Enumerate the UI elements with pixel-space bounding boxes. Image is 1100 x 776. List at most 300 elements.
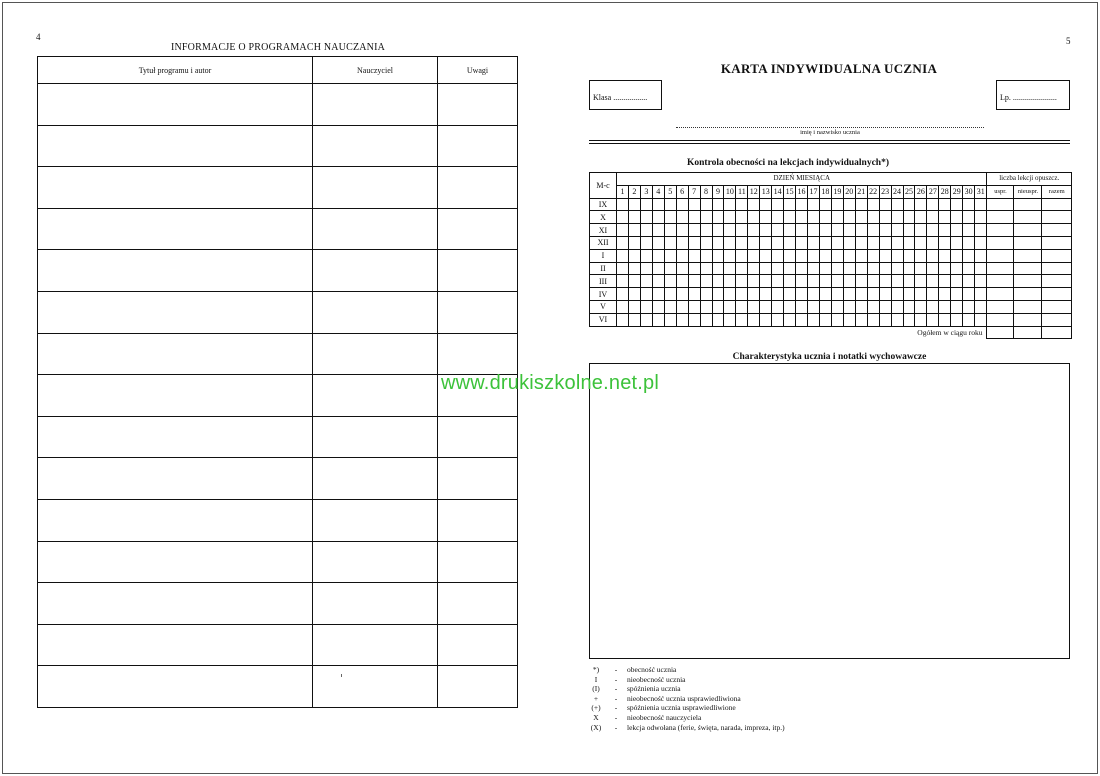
attendance-cell[interactable] [975,249,987,262]
attendance-cell[interactable] [831,300,843,313]
attendance-cell[interactable] [676,300,688,313]
attendance-cell[interactable] [879,288,891,301]
attendance-cell[interactable] [927,211,939,224]
attendance-cell[interactable] [915,288,927,301]
attendance-cell[interactable] [772,313,784,326]
attendance-cell[interactable] [808,313,820,326]
attendance-cell[interactable] [951,211,963,224]
attendance-cell[interactable] [855,288,867,301]
attendance-cell[interactable] [831,224,843,237]
attendance-cell[interactable] [628,198,640,211]
attendance-cell[interactable] [760,236,772,249]
attendance-cell[interactable] [891,236,903,249]
attendance-cell[interactable] [640,198,652,211]
attendance-cell[interactable] [676,236,688,249]
attendance-cell[interactable] [712,262,724,275]
attendance-cell[interactable] [808,300,820,313]
attendance-cell[interactable] [843,262,855,275]
attendance-cell[interactable] [808,224,820,237]
attendance-cell[interactable] [628,236,640,249]
attendance-cell[interactable] [688,300,700,313]
attendance-cell[interactable] [784,262,796,275]
teacher-cell[interactable] [313,458,438,500]
attendance-cell[interactable] [617,249,629,262]
attendance-cell[interactable] [652,249,664,262]
attendance-cell[interactable] [700,288,712,301]
attendance-cell[interactable] [891,275,903,288]
attendance-cell[interactable] [843,198,855,211]
attendance-cell[interactable] [784,236,796,249]
attendance-cell[interactable] [963,211,975,224]
attendance-cell[interactable] [748,198,760,211]
attendance-cell[interactable] [652,275,664,288]
attendance-cell[interactable] [652,288,664,301]
attendance-cell[interactable] [831,313,843,326]
attendance-cell[interactable] [712,275,724,288]
attendance-cell[interactable] [772,288,784,301]
attendance-cell[interactable] [772,275,784,288]
attendance-cell[interactable] [628,249,640,262]
attendance-cell[interactable] [784,198,796,211]
attendance-cell[interactable] [724,198,736,211]
attendance-cell[interactable] [688,288,700,301]
attendance-cell[interactable] [808,288,820,301]
missed-count-cell[interactable] [987,224,1014,237]
attendance-cell[interactable] [831,211,843,224]
attendance-cell[interactable] [879,211,891,224]
attendance-cell[interactable] [724,275,736,288]
attendance-cell[interactable] [963,198,975,211]
attendance-cell[interactable] [891,300,903,313]
attendance-cell[interactable] [784,313,796,326]
missed-count-cell[interactable] [1014,288,1042,301]
attendance-cell[interactable] [819,236,831,249]
attendance-cell[interactable] [939,249,951,262]
attendance-cell[interactable] [748,224,760,237]
attendance-cell[interactable] [808,249,820,262]
attendance-cell[interactable] [855,313,867,326]
attendance-cell[interactable] [664,236,676,249]
title-author-cell[interactable] [38,84,313,126]
attendance-cell[interactable] [652,300,664,313]
attendance-cell[interactable] [796,249,808,262]
missed-count-cell[interactable] [987,288,1014,301]
attendance-cell[interactable] [796,224,808,237]
attendance-cell[interactable] [951,236,963,249]
notes-cell[interactable] [438,624,518,666]
attendance-cell[interactable] [617,313,629,326]
attendance-cell[interactable] [939,224,951,237]
attendance-cell[interactable] [700,236,712,249]
attendance-cell[interactable] [879,300,891,313]
attendance-cell[interactable] [617,211,629,224]
attendance-cell[interactable] [891,249,903,262]
missed-count-cell[interactable] [1042,288,1072,301]
attendance-cell[interactable] [975,313,987,326]
attendance-cell[interactable] [951,313,963,326]
attendance-cell[interactable] [760,249,772,262]
attendance-cell[interactable] [724,313,736,326]
teacher-cell[interactable] [313,84,438,126]
teacher-cell[interactable] [313,666,438,708]
attendance-cell[interactable] [903,275,915,288]
attendance-cell[interactable] [640,249,652,262]
teacher-cell[interactable] [313,291,438,333]
attendance-cell[interactable] [975,288,987,301]
attendance-cell[interactable] [736,262,748,275]
attendance-cell[interactable] [796,313,808,326]
attendance-cell[interactable] [676,224,688,237]
teacher-cell[interactable] [313,375,438,417]
attendance-cell[interactable] [772,236,784,249]
attendance-cell[interactable] [819,300,831,313]
attendance-cell[interactable] [903,313,915,326]
attendance-cell[interactable] [736,224,748,237]
attendance-cell[interactable] [796,211,808,224]
attendance-cell[interactable] [712,300,724,313]
attendance-cell[interactable] [915,300,927,313]
attendance-cell[interactable] [760,300,772,313]
missed-count-cell[interactable] [987,313,1014,326]
notes-cell[interactable] [438,666,518,708]
teacher-cell[interactable] [313,250,438,292]
title-author-cell[interactable] [38,291,313,333]
attendance-cell[interactable] [879,198,891,211]
total-count-cell[interactable] [1014,326,1042,339]
attendance-cell[interactable] [772,249,784,262]
title-author-cell[interactable] [38,333,313,375]
attendance-cell[interactable] [640,313,652,326]
missed-count-cell[interactable] [1042,275,1072,288]
missed-count-cell[interactable] [987,249,1014,262]
attendance-cell[interactable] [939,211,951,224]
title-author-cell[interactable] [38,375,313,417]
attendance-cell[interactable] [700,313,712,326]
attendance-cell[interactable] [760,288,772,301]
attendance-cell[interactable] [748,211,760,224]
attendance-cell[interactable] [867,300,879,313]
attendance-cell[interactable] [855,262,867,275]
attendance-cell[interactable] [975,198,987,211]
attendance-cell[interactable] [652,262,664,275]
attendance-cell[interactable] [951,249,963,262]
attendance-cell[interactable] [784,224,796,237]
attendance-cell[interactable] [724,211,736,224]
attendance-cell[interactable] [748,275,760,288]
attendance-cell[interactable] [652,236,664,249]
attendance-cell[interactable] [652,211,664,224]
attendance-cell[interactable] [891,313,903,326]
attendance-cell[interactable] [963,275,975,288]
title-author-cell[interactable] [38,666,313,708]
attendance-cell[interactable] [975,262,987,275]
attendance-cell[interactable] [963,262,975,275]
attendance-cell[interactable] [628,288,640,301]
attendance-cell[interactable] [855,300,867,313]
teacher-cell[interactable] [313,208,438,250]
attendance-cell[interactable] [796,275,808,288]
attendance-cell[interactable] [640,224,652,237]
attendance-cell[interactable] [688,313,700,326]
attendance-cell[interactable] [891,224,903,237]
attendance-cell[interactable] [640,262,652,275]
title-author-cell[interactable] [38,499,313,541]
attendance-cell[interactable] [772,224,784,237]
attendance-cell[interactable] [831,236,843,249]
characteristics-notes-box[interactable] [589,363,1070,659]
attendance-cell[interactable] [831,288,843,301]
attendance-cell[interactable] [796,198,808,211]
attendance-cell[interactable] [796,236,808,249]
attendance-cell[interactable] [700,262,712,275]
attendance-cell[interactable] [760,198,772,211]
attendance-cell[interactable] [796,288,808,301]
attendance-cell[interactable] [831,275,843,288]
attendance-cell[interactable] [712,249,724,262]
attendance-cell[interactable] [903,224,915,237]
attendance-cell[interactable] [784,288,796,301]
title-author-cell[interactable] [38,416,313,458]
title-author-cell[interactable] [38,208,313,250]
attendance-cell[interactable] [915,211,927,224]
attendance-cell[interactable] [724,249,736,262]
attendance-cell[interactable] [915,249,927,262]
attendance-cell[interactable] [724,236,736,249]
notes-cell[interactable] [438,250,518,292]
attendance-cell[interactable] [819,211,831,224]
attendance-cell[interactable] [796,262,808,275]
attendance-cell[interactable] [760,224,772,237]
attendance-cell[interactable] [951,262,963,275]
missed-count-cell[interactable] [1014,198,1042,211]
title-author-cell[interactable] [38,250,313,292]
attendance-cell[interactable] [736,249,748,262]
notes-cell[interactable] [438,291,518,333]
missed-count-cell[interactable] [1042,249,1072,262]
attendance-cell[interactable] [843,288,855,301]
attendance-cell[interactable] [867,211,879,224]
attendance-cell[interactable] [831,249,843,262]
attendance-cell[interactable] [819,249,831,262]
attendance-cell[interactable] [915,198,927,211]
attendance-cell[interactable] [712,211,724,224]
attendance-cell[interactable] [784,275,796,288]
missed-count-cell[interactable] [1014,262,1042,275]
teacher-cell[interactable] [313,333,438,375]
attendance-cell[interactable] [772,211,784,224]
teacher-cell[interactable] [313,167,438,209]
attendance-cell[interactable] [819,224,831,237]
missed-count-cell[interactable] [1014,224,1042,237]
attendance-cell[interactable] [748,313,760,326]
attendance-cell[interactable] [676,211,688,224]
missed-count-cell[interactable] [1014,236,1042,249]
attendance-cell[interactable] [867,313,879,326]
attendance-cell[interactable] [652,224,664,237]
teacher-cell[interactable] [313,499,438,541]
attendance-cell[interactable] [617,198,629,211]
attendance-cell[interactable] [855,211,867,224]
attendance-cell[interactable] [903,262,915,275]
attendance-cell[interactable] [927,262,939,275]
attendance-cell[interactable] [843,300,855,313]
notes-cell[interactable] [438,333,518,375]
attendance-cell[interactable] [963,224,975,237]
attendance-cell[interactable] [867,275,879,288]
attendance-cell[interactable] [700,211,712,224]
attendance-cell[interactable] [963,300,975,313]
attendance-cell[interactable] [640,236,652,249]
attendance-cell[interactable] [664,288,676,301]
attendance-cell[interactable] [676,313,688,326]
attendance-cell[interactable] [927,288,939,301]
attendance-cell[interactable] [867,236,879,249]
attendance-cell[interactable] [903,249,915,262]
missed-count-cell[interactable] [1014,275,1042,288]
teacher-cell[interactable] [313,416,438,458]
attendance-cell[interactable] [903,236,915,249]
attendance-cell[interactable] [724,224,736,237]
attendance-cell[interactable] [736,300,748,313]
attendance-cell[interactable] [927,313,939,326]
attendance-cell[interactable] [712,236,724,249]
attendance-cell[interactable] [688,249,700,262]
missed-count-cell[interactable] [987,275,1014,288]
attendance-cell[interactable] [676,288,688,301]
attendance-cell[interactable] [664,224,676,237]
attendance-cell[interactable] [664,300,676,313]
missed-count-cell[interactable] [1014,211,1042,224]
attendance-cell[interactable] [927,236,939,249]
attendance-cell[interactable] [784,300,796,313]
attendance-cell[interactable] [617,275,629,288]
attendance-cell[interactable] [760,275,772,288]
attendance-cell[interactable] [891,198,903,211]
notes-cell[interactable] [438,167,518,209]
attendance-cell[interactable] [640,288,652,301]
attendance-cell[interactable] [951,198,963,211]
attendance-cell[interactable] [700,224,712,237]
missed-count-cell[interactable] [1042,262,1072,275]
attendance-cell[interactable] [927,224,939,237]
attendance-cell[interactable] [796,300,808,313]
attendance-cell[interactable] [748,236,760,249]
attendance-cell[interactable] [640,300,652,313]
attendance-cell[interactable] [891,211,903,224]
attendance-cell[interactable] [628,262,640,275]
attendance-cell[interactable] [736,236,748,249]
attendance-cell[interactable] [915,224,927,237]
attendance-cell[interactable] [808,211,820,224]
attendance-cell[interactable] [843,236,855,249]
missed-count-cell[interactable] [987,300,1014,313]
attendance-cell[interactable] [879,275,891,288]
attendance-cell[interactable] [843,249,855,262]
attendance-cell[interactable] [855,198,867,211]
title-author-cell[interactable] [38,125,313,167]
attendance-cell[interactable] [939,198,951,211]
title-author-cell[interactable] [38,541,313,583]
attendance-cell[interactable] [963,288,975,301]
attendance-cell[interactable] [915,275,927,288]
attendance-cell[interactable] [903,300,915,313]
attendance-cell[interactable] [736,275,748,288]
attendance-cell[interactable] [831,198,843,211]
title-author-cell[interactable] [38,458,313,500]
attendance-cell[interactable] [867,198,879,211]
attendance-cell[interactable] [867,224,879,237]
missed-count-cell[interactable] [987,236,1014,249]
teacher-cell[interactable] [313,541,438,583]
attendance-cell[interactable] [748,288,760,301]
attendance-cell[interactable] [748,249,760,262]
missed-count-cell[interactable] [1042,211,1072,224]
attendance-cell[interactable] [963,249,975,262]
attendance-cell[interactable] [712,313,724,326]
attendance-cell[interactable] [724,262,736,275]
attendance-cell[interactable] [736,288,748,301]
total-count-cell[interactable] [987,326,1014,339]
attendance-cell[interactable] [855,249,867,262]
attendance-cell[interactable] [760,262,772,275]
attendance-cell[interactable] [772,300,784,313]
attendance-cell[interactable] [915,262,927,275]
attendance-cell[interactable] [951,224,963,237]
attendance-cell[interactable] [927,198,939,211]
attendance-cell[interactable] [664,275,676,288]
attendance-cell[interactable] [819,313,831,326]
missed-count-cell[interactable] [1042,300,1072,313]
attendance-cell[interactable] [879,249,891,262]
missed-count-cell[interactable] [1014,249,1042,262]
notes-cell[interactable] [438,541,518,583]
attendance-cell[interactable] [855,275,867,288]
attendance-cell[interactable] [867,249,879,262]
notes-cell[interactable] [438,208,518,250]
attendance-cell[interactable] [772,198,784,211]
notes-cell[interactable] [438,84,518,126]
missed-count-cell[interactable] [1014,313,1042,326]
attendance-cell[interactable] [628,224,640,237]
attendance-cell[interactable] [676,198,688,211]
attendance-cell[interactable] [855,236,867,249]
attendance-cell[interactable] [617,224,629,237]
attendance-cell[interactable] [843,211,855,224]
attendance-cell[interactable] [760,313,772,326]
attendance-cell[interactable] [843,224,855,237]
attendance-cell[interactable] [939,262,951,275]
lp-field[interactable] [996,80,1070,110]
attendance-cell[interactable] [975,275,987,288]
missed-count-cell[interactable] [987,198,1014,211]
attendance-cell[interactable] [712,288,724,301]
attendance-cell[interactable] [843,313,855,326]
missed-count-cell[interactable] [987,211,1014,224]
attendance-cell[interactable] [879,236,891,249]
attendance-cell[interactable] [939,288,951,301]
attendance-cell[interactable] [700,249,712,262]
attendance-cell[interactable] [855,224,867,237]
attendance-cell[interactable] [975,224,987,237]
attendance-cell[interactable] [664,249,676,262]
attendance-cell[interactable] [772,262,784,275]
notes-cell[interactable] [438,125,518,167]
attendance-cell[interactable] [784,211,796,224]
title-author-cell[interactable] [38,167,313,209]
attendance-cell[interactable] [939,300,951,313]
attendance-cell[interactable] [724,288,736,301]
attendance-cell[interactable] [676,249,688,262]
